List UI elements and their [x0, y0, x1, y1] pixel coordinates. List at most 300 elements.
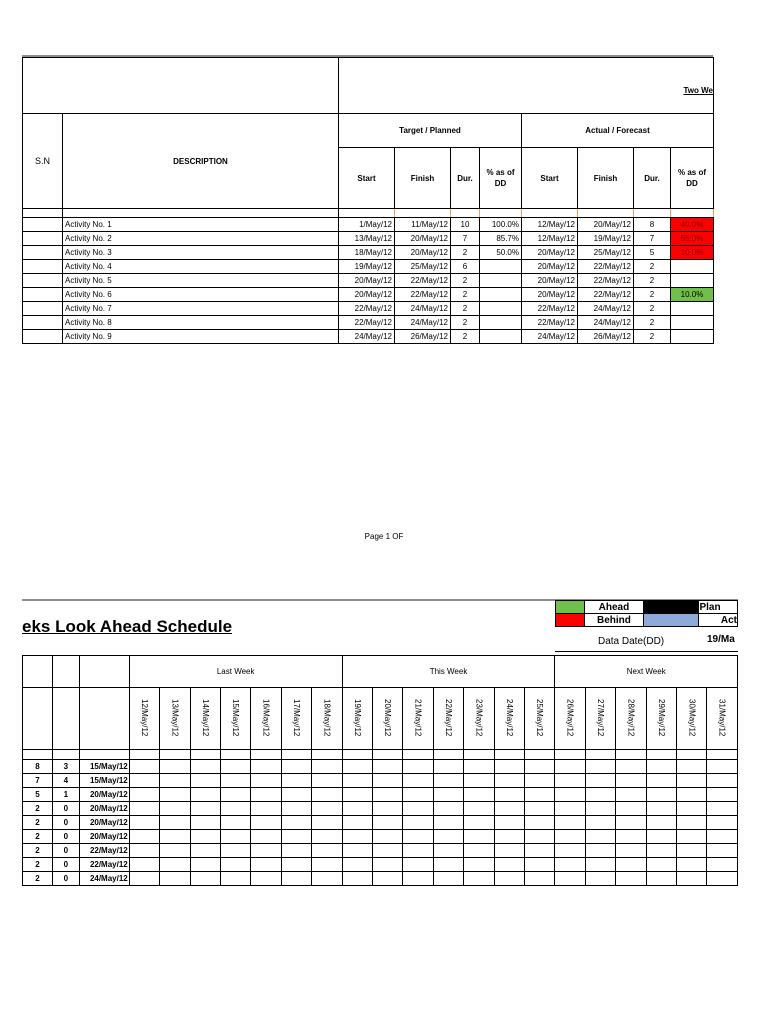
day-cell [373, 802, 403, 816]
day-cell [281, 802, 311, 816]
date-label: 27/May/12 [596, 698, 606, 737]
gap-cell [79, 750, 129, 760]
day-cell [646, 830, 676, 844]
day-cell [281, 816, 311, 830]
day-cell [433, 844, 463, 858]
day-cell [555, 830, 585, 844]
day-cell [494, 802, 524, 816]
day-cell [312, 844, 342, 858]
description-cell: Activity No. 4 [63, 260, 339, 274]
day-cell [129, 774, 159, 788]
day-cell [433, 816, 463, 830]
day-cell [646, 760, 676, 774]
sn-header: S.N [23, 114, 63, 209]
lookahead-title: eks Look Ahead Schedule [22, 617, 233, 636]
variance-cell: 0 [52, 802, 79, 816]
day-cell [677, 844, 707, 858]
duration-cell: 5 [23, 788, 53, 802]
actual-dur-cell: 2 [634, 302, 671, 316]
day-cell [160, 816, 190, 830]
date-label: 14/May/12 [200, 698, 210, 737]
day-cell [220, 788, 250, 802]
day-cell [312, 816, 342, 830]
data-date-label: Data Date(DD) [598, 636, 665, 647]
day-cell [646, 774, 676, 788]
day-cell [616, 830, 646, 844]
gap-cell [251, 750, 281, 760]
day-cell [342, 816, 372, 830]
day-cell [464, 802, 494, 816]
date-header [585, 688, 615, 750]
day-cell [251, 872, 281, 886]
actual-start-header: Start [522, 148, 578, 209]
day-cell [616, 788, 646, 802]
schedule-title: Two We [339, 58, 714, 114]
legend-actual-label: Act [699, 614, 738, 627]
date-cell: 22/May/12 [79, 844, 129, 858]
actual-header: Actual / Forecast [522, 114, 714, 148]
day-cell [312, 872, 342, 886]
day-cell [342, 760, 372, 774]
target-finish-cell: 22/May/12 [395, 288, 451, 302]
target-dur-header: Dur. [451, 148, 480, 209]
target-pct-cell: 85.7% [480, 232, 522, 246]
day-cell [494, 830, 524, 844]
actual-pct-header: % as of DD [671, 148, 714, 209]
date-header [373, 688, 403, 750]
variance-cell: 0 [52, 830, 79, 844]
day-cell [373, 760, 403, 774]
actual-start-cell: 20/May/12 [522, 274, 578, 288]
table-row [23, 788, 738, 802]
date-cell: 15/May/12 [79, 774, 129, 788]
date-header [616, 688, 646, 750]
day-cell [160, 774, 190, 788]
day-cell [585, 844, 615, 858]
day-cell [220, 872, 250, 886]
date-label: 26/May/12 [565, 698, 575, 737]
day-cell [525, 830, 555, 844]
gap-cell [403, 750, 433, 760]
target-finish-cell: 24/May/12 [395, 316, 451, 330]
day-cell [373, 788, 403, 802]
date-header [160, 688, 190, 750]
actual-finish-cell: 22/May/12 [578, 260, 634, 274]
day-cell [555, 844, 585, 858]
actual-dur-cell: 7 [634, 232, 671, 246]
day-cell [494, 816, 524, 830]
gap-cell [585, 750, 615, 760]
day-cell [160, 872, 190, 886]
variance-cell: 0 [52, 844, 79, 858]
description-cell: Activity No. 6 [63, 288, 339, 302]
target-dur-cell: 6 [451, 260, 480, 274]
day-cell [160, 830, 190, 844]
day-cell [312, 788, 342, 802]
target-start-cell: 1/May/12 [339, 218, 395, 232]
day-cell [160, 760, 190, 774]
day-cell [677, 760, 707, 774]
target-finish-cell: 20/May/12 [395, 232, 451, 246]
description-cell: Activity No. 7 [63, 302, 339, 316]
date-label: 25/May/12 [535, 698, 545, 737]
day-cell [707, 816, 738, 830]
date-cell: 15/May/12 [79, 760, 129, 774]
day-cell [220, 760, 250, 774]
date-label: 13/May/12 [170, 698, 180, 737]
day-cell [129, 788, 159, 802]
actual-dur-cell: 2 [634, 274, 671, 288]
day-cell [646, 788, 676, 802]
day-cell [342, 844, 372, 858]
table-row [23, 774, 738, 788]
day-cell [342, 858, 372, 872]
actual-dur-cell: 2 [634, 288, 671, 302]
day-cell [190, 858, 220, 872]
day-cell [616, 844, 646, 858]
description-cell: Activity No. 3 [63, 246, 339, 260]
lookahead-table [22, 655, 738, 886]
day-cell [251, 830, 281, 844]
legend-planned-swatch [644, 601, 699, 614]
actual-finish-cell: 24/May/12 [578, 316, 634, 330]
day-cell [403, 788, 433, 802]
day-cell [464, 844, 494, 858]
day-cell [464, 774, 494, 788]
day-cell [555, 760, 585, 774]
day-cell [646, 858, 676, 872]
day-cell [494, 858, 524, 872]
day-cell [129, 830, 159, 844]
day-cell [555, 816, 585, 830]
day-cell [251, 760, 281, 774]
actual-finish-cell: 24/May/12 [578, 302, 634, 316]
day-cell [433, 872, 463, 886]
date-label: 21/May/12 [413, 698, 423, 737]
day-cell [555, 788, 585, 802]
day-cell [677, 816, 707, 830]
day-cell [585, 802, 615, 816]
gap-cell [616, 750, 646, 760]
actual-dur-cell: 2 [634, 316, 671, 330]
day-cell [525, 844, 555, 858]
day-cell [129, 816, 159, 830]
blank-head-2 [52, 656, 79, 688]
date-cell: 20/May/12 [79, 830, 129, 844]
day-cell [555, 802, 585, 816]
day-cell [403, 844, 433, 858]
description-cell: Activity No. 9 [63, 330, 339, 344]
page-number: Page 1 OF [364, 532, 404, 541]
target-start-header: Start [339, 148, 395, 209]
day-cell [342, 830, 372, 844]
table-row [23, 872, 738, 886]
date-label: 18/May/12 [322, 698, 332, 737]
day-cell [281, 788, 311, 802]
duration-cell: 8 [23, 760, 53, 774]
actual-pct-cell: 10.0% [671, 288, 714, 302]
actual-finish-header: Finish [578, 148, 634, 209]
duration-cell: 7 [23, 774, 53, 788]
variance-cell: 4 [52, 774, 79, 788]
blank-date-3 [79, 688, 129, 750]
date-header [251, 688, 281, 750]
actual-finish-cell: 25/May/12 [578, 246, 634, 260]
target-start-cell: 19/May/12 [339, 260, 395, 274]
date-label: 28/May/12 [626, 698, 636, 737]
date-header [677, 688, 707, 750]
day-cell [342, 788, 372, 802]
day-cell [525, 760, 555, 774]
date-label: 19/May/12 [352, 698, 362, 737]
target-finish-cell: 26/May/12 [395, 330, 451, 344]
day-cell [342, 802, 372, 816]
day-cell [433, 802, 463, 816]
date-label: 16/May/12 [261, 698, 271, 737]
duration-cell: 2 [23, 858, 53, 872]
actual-dur-cell: 2 [634, 330, 671, 344]
day-cell [190, 760, 220, 774]
target-finish-header: Finish [395, 148, 451, 209]
day-cell [190, 774, 220, 788]
day-cell [585, 872, 615, 886]
day-cell [555, 774, 585, 788]
day-cell [251, 774, 281, 788]
gap-cell [220, 750, 250, 760]
actual-dur-cell: 8 [634, 218, 671, 232]
day-cell [342, 774, 372, 788]
gap-cell [23, 750, 53, 760]
day-cell [160, 788, 190, 802]
date-cell: 24/May/12 [79, 872, 129, 886]
day-cell [525, 816, 555, 830]
gap-cell [373, 750, 403, 760]
day-cell [251, 788, 281, 802]
date-header [129, 688, 159, 750]
day-cell [129, 872, 159, 886]
day-cell [616, 760, 646, 774]
actual-start-cell: 20/May/12 [522, 288, 578, 302]
target-header: Target / Planned [339, 114, 522, 148]
gap-cell [677, 750, 707, 760]
variance-cell: 3 [52, 760, 79, 774]
day-cell [464, 872, 494, 886]
day-cell [464, 858, 494, 872]
legend-ahead-swatch [556, 601, 585, 614]
day-cell [281, 872, 311, 886]
day-cell [220, 802, 250, 816]
day-cell [677, 802, 707, 816]
gap-cell [707, 750, 738, 760]
day-cell [129, 802, 159, 816]
variance-cell: 1 [52, 788, 79, 802]
day-cell [251, 816, 281, 830]
blank-head-3 [79, 656, 129, 688]
day-cell [494, 844, 524, 858]
actual-start-cell: 20/May/12 [522, 260, 578, 274]
date-header [403, 688, 433, 750]
actual-pct-cell: 40.0% [671, 218, 714, 232]
week-last: Last Week [129, 656, 342, 688]
day-cell [220, 816, 250, 830]
day-cell [312, 802, 342, 816]
day-cell [312, 830, 342, 844]
target-dur-cell: 2 [451, 288, 480, 302]
day-cell [585, 816, 615, 830]
actual-start-cell: 24/May/12 [522, 330, 578, 344]
day-cell [585, 830, 615, 844]
date-header [646, 688, 676, 750]
day-cell [464, 830, 494, 844]
gap-cell [464, 750, 494, 760]
day-cell [585, 788, 615, 802]
day-cell [525, 872, 555, 886]
day-cell [403, 830, 433, 844]
target-finish-cell: 11/May/12 [395, 218, 451, 232]
gap-cell [312, 750, 342, 760]
date-label: 23/May/12 [474, 698, 484, 737]
day-cell [251, 844, 281, 858]
date-label: 24/May/12 [504, 698, 514, 737]
target-dur-cell: 7 [451, 232, 480, 246]
actual-dur-header: Dur. [634, 148, 671, 209]
target-start-cell: 20/May/12 [339, 274, 395, 288]
actual-start-cell: 22/May/12 [522, 302, 578, 316]
date-header [190, 688, 220, 750]
day-cell [373, 774, 403, 788]
duration-cell: 2 [23, 830, 53, 844]
target-dur-cell: 2 [451, 302, 480, 316]
day-cell [129, 858, 159, 872]
date-cell: 20/May/12 [79, 816, 129, 830]
day-cell [312, 858, 342, 872]
day-cell [616, 802, 646, 816]
day-cell [160, 858, 190, 872]
day-cell [190, 816, 220, 830]
gap-cell [52, 750, 79, 760]
day-cell [646, 802, 676, 816]
data-date-rule [555, 651, 738, 652]
gap-cell [494, 750, 524, 760]
actual-start-cell: 12/May/12 [522, 218, 578, 232]
day-cell [707, 872, 738, 886]
day-cell [616, 774, 646, 788]
target-start-cell: 13/May/12 [339, 232, 395, 246]
date-label: 20/May/12 [383, 698, 393, 737]
target-dur-cell: 2 [451, 274, 480, 288]
description-header: DESCRIPTION [63, 114, 339, 209]
day-cell [555, 858, 585, 872]
date-header [464, 688, 494, 750]
actual-start-cell: 20/May/12 [522, 246, 578, 260]
date-header [525, 688, 555, 750]
day-cell [525, 788, 555, 802]
target-dur-cell: 2 [451, 316, 480, 330]
date-header [555, 688, 585, 750]
legend [555, 600, 738, 627]
date-label: 29/May/12 [656, 698, 666, 737]
actual-finish-cell: 22/May/12 [578, 288, 634, 302]
date-label: 31/May/12 [717, 698, 727, 737]
date-header [342, 688, 372, 750]
day-cell [129, 760, 159, 774]
target-pct-header: % as of DD [480, 148, 522, 209]
day-cell [403, 858, 433, 872]
target-finish-cell: 22/May/12 [395, 274, 451, 288]
day-cell [707, 774, 738, 788]
day-cell [160, 844, 190, 858]
date-header [281, 688, 311, 750]
day-cell [220, 858, 250, 872]
actual-pct-cell: 10.0% [671, 246, 714, 260]
day-cell [433, 760, 463, 774]
target-finish-cell: 20/May/12 [395, 246, 451, 260]
actual-finish-cell: 20/May/12 [578, 218, 634, 232]
day-cell [403, 774, 433, 788]
lookahead-body [23, 760, 738, 886]
table-row [23, 830, 738, 844]
day-cell [494, 774, 524, 788]
target-start-cell: 20/May/12 [339, 288, 395, 302]
gap-cell [646, 750, 676, 760]
day-cell [281, 830, 311, 844]
day-cell [220, 830, 250, 844]
day-cell [373, 858, 403, 872]
day-cell [433, 788, 463, 802]
date-header [220, 688, 250, 750]
day-cell [373, 844, 403, 858]
day-cell [464, 760, 494, 774]
gap-cell [525, 750, 555, 760]
day-cell [403, 816, 433, 830]
date-label: 17/May/12 [291, 698, 301, 737]
description-cell: Activity No. 8 [63, 316, 339, 330]
week-this: This Week [342, 656, 555, 688]
table-row [23, 858, 738, 872]
day-cell [403, 872, 433, 886]
data-date-value: 19/Ma [707, 634, 735, 645]
legend-behind-label: Behind [584, 614, 644, 627]
gap-cell [160, 750, 190, 760]
legend-planned-label: Plan [699, 601, 738, 614]
date-cell: 20/May/12 [79, 802, 129, 816]
variance-cell: 0 [52, 872, 79, 886]
gap-cell [190, 750, 220, 760]
date-label: 15/May/12 [231, 698, 241, 737]
date-cell: 20/May/12 [79, 788, 129, 802]
day-cell [616, 816, 646, 830]
date-header [494, 688, 524, 750]
variance-cell: 0 [52, 816, 79, 830]
day-cell [677, 872, 707, 886]
table-row [23, 844, 738, 858]
target-start-cell: 18/May/12 [339, 246, 395, 260]
day-cell [220, 774, 250, 788]
day-cell [373, 872, 403, 886]
day-cell [616, 872, 646, 886]
duration-cell: 2 [23, 872, 53, 886]
target-dur-cell: 2 [451, 246, 480, 260]
day-cell [403, 760, 433, 774]
actual-dur-cell: 2 [634, 260, 671, 274]
date-header [707, 688, 738, 750]
description-cell: Activity No. 1 [63, 218, 339, 232]
target-pct-cell: 100.0% [480, 218, 522, 232]
day-cell [677, 858, 707, 872]
description-cell: Activity No. 2 [63, 232, 339, 246]
target-start-cell: 22/May/12 [339, 302, 395, 316]
day-cell [494, 760, 524, 774]
